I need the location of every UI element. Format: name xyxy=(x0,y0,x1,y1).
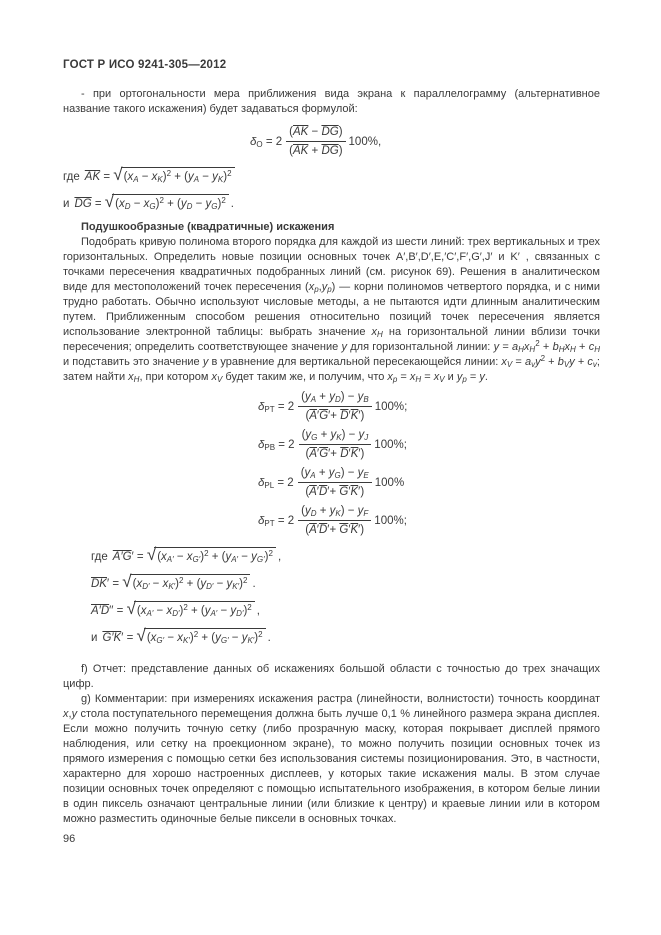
formula-delta-pl xyxy=(258,466,600,499)
report-paragraph: f) Отчет: представление данных об искажениях большой области с точностью до трех значащих цифр. xyxy=(63,663,600,690)
formula-lhs: $\delta_{PT} = 2$ xyxy=(258,514,295,528)
fraction-numerator: $(y_G + y_K) - y_J$ xyxy=(299,428,372,445)
document-header-title: ГОСТ Р ИСО 9241-305—2012 xyxy=(63,59,227,71)
pincushion-formulas xyxy=(63,390,600,537)
formula-lhs: $\delta_{PT} = 2$ xyxy=(258,400,295,414)
where-formula: $\overline{DK}'$ = √ $(x_{D'} - x_{K'})^2 + (y_{D'} - y_{K'})^2$ xyxy=(91,578,250,590)
where-clause-dg xyxy=(63,194,600,212)
where-clause-ag xyxy=(91,547,600,565)
formula-suffix: 100% xyxy=(374,476,405,489)
where-prefix: и xyxy=(63,198,70,210)
where-formula: $\overline{AK}$ = √ $(x_A - x_K)^2 + (y_A - y_K)^2$ xyxy=(85,171,235,183)
formula-suffix: 100%; xyxy=(374,400,408,413)
where-prefix: и xyxy=(91,632,98,644)
formula-lhs: $\delta_{PB} = 2$ xyxy=(258,438,295,452)
fraction-denominator: $(\overline{A}'\overline{G}'+ \overline{D}'\overline{K}')$ xyxy=(305,410,365,422)
where-punctuation: , xyxy=(277,551,282,563)
section-body-paragraph: Подобрать кривую полинома второго порядка для каждой из шести линий: трех вертикальных и трех горизонтальных. Определить новые позиции основных точек A′,B′,D′,E,′C′,F′,G′,J′ и K′ , связанных с точками пересечения квадратичных подобранных линий (см. рисунок 69). Решения в аналитическом виде для местоположений точек пересечения $(x_p,y_p)$ — корни полиномов четвертого порядка, и с ними трудно работать. Обычно используют числовые методы, а не пытаются идти длинным аналитическим путем. Приближенным способом решения относительно позиций точек пересечения является использование электронной таблицы: выбрать значение $x_H$ на горизонтальной линии вблизи точки пересечения; определить соответствующее значение y для горизонтальной линии: $y = a_Hx_H^2 + b_Hx_H + c_H$ и подставить это значение y в уравнение для вертикальной пересекающейся линии: $x_V = a_vy^2 + b_Vy + c_v$; затем найти $x_H$, при котором $x_V$ будет таким же, и получим, что $x_p = x_H = x_V$ и $y_p = y$. xyxy=(63,236,600,384)
where-formula: $\overline{DG}$ = √ $(x_D - x_G)^2 + (y_D - y_G)^2$ xyxy=(74,198,228,210)
section-heading: Подушкообразные (квадратичные) искажения xyxy=(81,221,335,233)
where-clauses-lower xyxy=(91,547,600,646)
page-number: 96 xyxy=(63,833,76,845)
fraction xyxy=(298,390,372,423)
formula-delta-o-fraction xyxy=(286,125,345,158)
formula-lhs: $\delta_{PL} = 2$ xyxy=(258,476,294,490)
where-punctuation: . xyxy=(252,578,256,590)
where-punctuation: . xyxy=(267,632,271,644)
formula-suffix: 100%; xyxy=(374,514,407,527)
where-clause-gk xyxy=(91,628,600,646)
fraction-denominator: $(\overline{A}'\overline{D}'+ \overline{G}'\overline{K}')$ xyxy=(305,486,365,498)
fraction-denominator: $(\overline{A}'\overline{G}'+ \overline{D}'\overline{K}')$ xyxy=(305,448,365,460)
intro-paragraph: - при ортогональности мера приближения вида экрана к параллелограмму (альтернативное название такого искажения) будет задаваться формулой: xyxy=(63,88,600,115)
formula-suffix: 100%; xyxy=(374,438,407,451)
formula-delta-pb xyxy=(258,428,600,461)
formula-delta-pt-top xyxy=(258,390,600,423)
where-clause-ad xyxy=(91,601,600,619)
where-formula: G′K′ = √ $(x_{G'} - x_{K'})^2 + (y_{G'} - y_{K'})^2$ xyxy=(102,632,265,644)
formula-delta-o-lhs: $\delta_O = 2$ xyxy=(250,135,283,149)
where-prefix: где xyxy=(63,171,80,183)
where-clauses-upper xyxy=(63,167,600,212)
fraction-denominator: $(\overline{A}'\overline{D}'+ \overline{G}'\overline{K}')$ xyxy=(305,524,365,536)
fraction-numerator: $(y_A + y_G) - y_E$ xyxy=(298,466,372,483)
where-punctuation: . xyxy=(230,198,234,210)
fraction xyxy=(299,428,372,461)
fraction-numerator: $(\overline{AK} - \overline{DG})$ xyxy=(286,125,345,142)
fraction xyxy=(298,466,372,499)
fraction-numerator: $(y_D + y_K) - y_F$ xyxy=(298,504,371,521)
where-formula: A′G′ = √ $(x_{A'} - x_{G'})^2 + (y_{A'} - y_{G'})^2$ xyxy=(113,551,276,563)
fraction-numerator: $(y_A + y_D) - y_B$ xyxy=(298,390,372,407)
where-punctuation: , xyxy=(256,605,260,617)
fraction-denominator: $(\overline{AK} + \overline{DG})$ xyxy=(289,145,343,157)
where-formula: A′D′′ = √ $(x_{A'} - x_{D'})^2 + (y_{A'} - y_{D'})^2$ xyxy=(91,605,255,617)
formula-delta-o xyxy=(250,125,600,158)
where-prefix: где xyxy=(91,551,108,563)
formula-delta-pt-bottom xyxy=(258,504,600,537)
where-clause-dk xyxy=(91,574,600,592)
comments-paragraph: g) Комментарии: при измерениях искажения растра (линейности, волнистости) точность координат x,y стола поступательного перемещения должна быть лучше 0,1 % линейного размера экрана дисплея. Если можно получить точную сетку (либо прозрачную маску, которая покрывает дисплей прямого наблюдения, или сетку на проекционном экране), то можно получить позиции основных точек из прямого измерения с помощью сетки без использования системы позиционирования. Это, в частности, характерно для хорошо настроенных дисплеев, у которых такие искажения малы. В этом случае позиции основных точек определяют с помощью испытательного изображения, в котором белые линии в один пиксель означают центральные линии (или близкие к центру) и краевые линии или в котором можно разместить одиночные белые пиксели в основных точках. xyxy=(63,693,600,825)
formula-delta-o-suffix: 100%, xyxy=(348,135,382,148)
where-clause-ak xyxy=(63,167,600,185)
fraction xyxy=(298,504,371,537)
